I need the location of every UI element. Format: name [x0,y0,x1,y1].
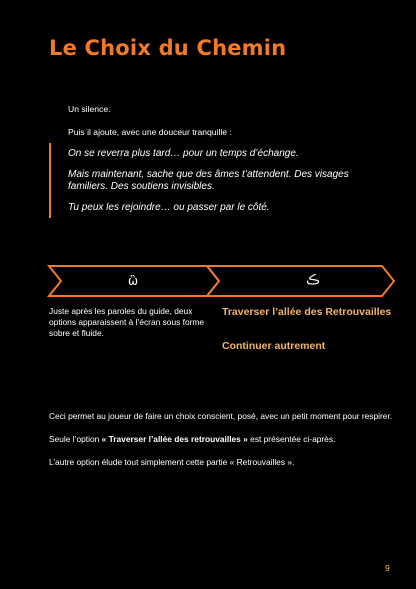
guide-description: Juste après les paroles du guide, deux options apparaissent à l’écran sous forme sobre et fluide. [49,306,205,338]
page-title: Le Choix du Chemin [49,36,287,60]
intro-line-1: Un silence. [68,104,111,114]
body-paragraph-2-option: « Traverser l’allée des retrouvailles » [101,434,248,444]
quote-line-1: On se reverra plus tard… pour un temps d’échange. [68,148,299,159]
soul-glyph-icon: ὣ [127,274,139,288]
intro-line-2: Puis il ajoute, avec une douceur tranquille : [68,127,232,137]
option-traverser[interactable]: Traverser l’allée des Retrouvailles [222,306,392,318]
quote-line-2: Mais maintenant, sache que des âmes t’attendent. Des visages familiers. Des soutiens invisibles. [68,169,349,192]
guide-quote [49,143,379,218]
body-paragraph-2-pre: Seule l’option [49,434,102,444]
body-paragraph-1: Ceci permet au joueur de faire un choix conscient, posé, avec un petit moment pour respirer. [49,411,393,421]
arrow-segment-right [207,266,394,296]
choice-arrow-bar [47,264,397,298]
body-paragraph-3: L’autre option élude tout simplement cette partie « Retrouvailles ». [49,457,295,467]
body-paragraph-2-post: est présentée ci-après. [247,434,336,444]
body-paragraph-2 [49,434,335,444]
option-continuer[interactable]: Continuer autrement [222,340,326,352]
page-number: 9 [385,563,390,573]
quote-line-3: Tu peux les rejoindre… ou passer par le côté. [68,202,270,213]
path-glyph-icon: ڪ [306,273,320,288]
